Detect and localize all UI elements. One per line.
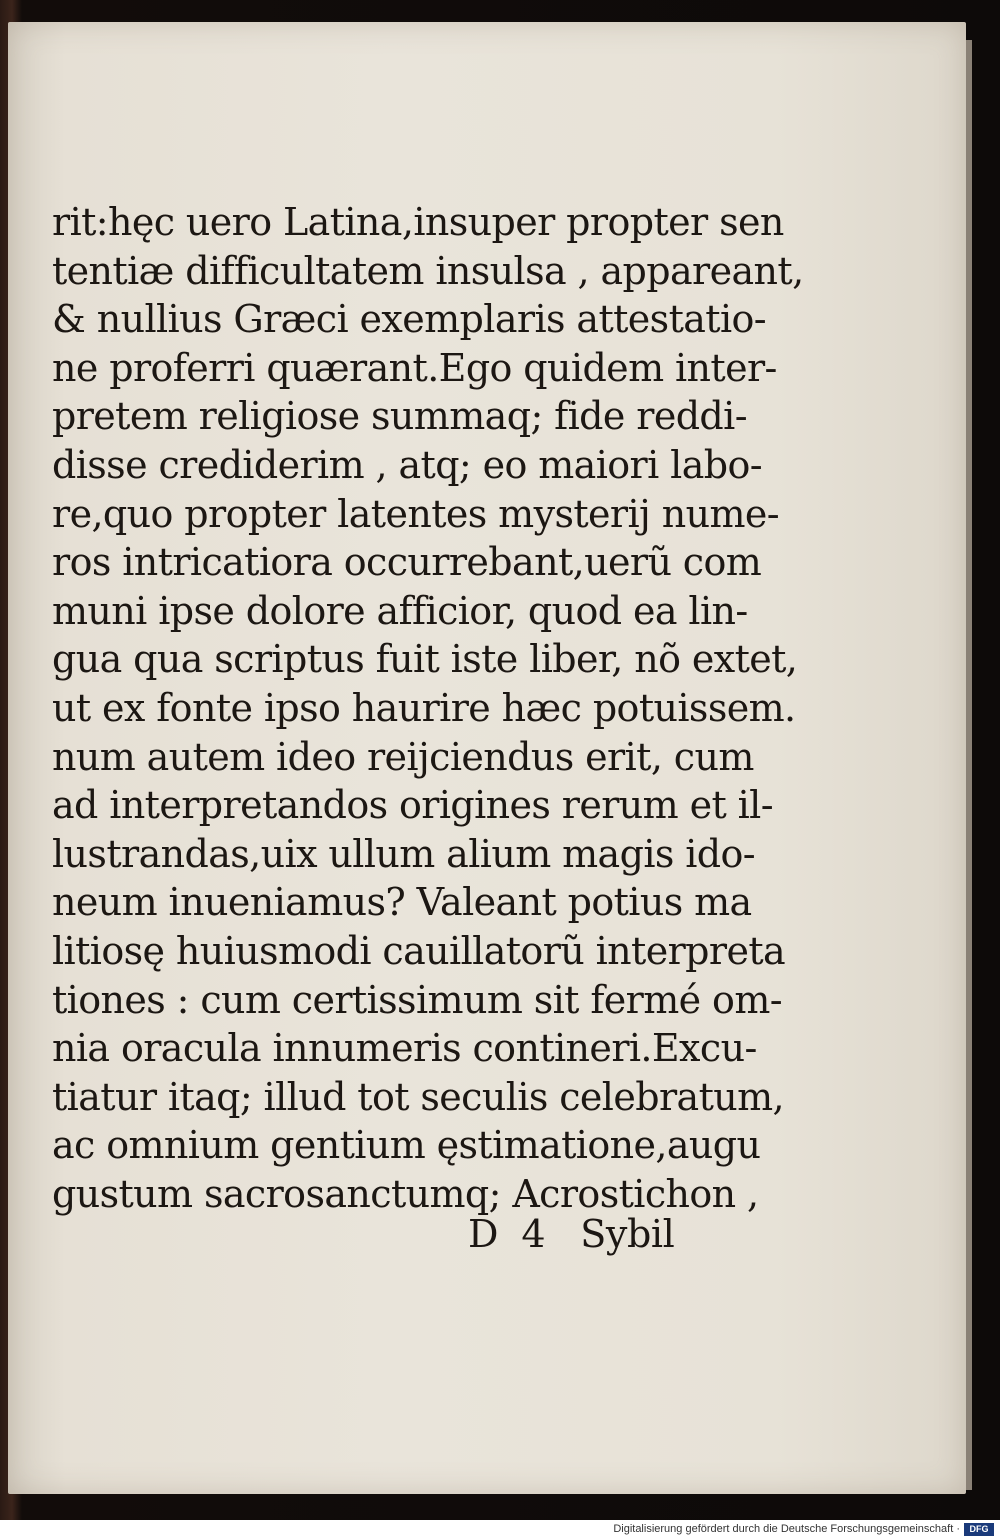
text-line: ad interpretandos origines rerum et il- [52,783,773,828]
funding-credit: Digitalisierung gefördert durch die Deutsche Forschungsgemeinschaft · [613,1523,960,1535]
text-line: tiatur itaq; illud tot seculis celebratum, [52,1074,785,1119]
text-line: neum inueniamus? Valeant potius ma [52,880,752,925]
text-line: ros intricatiora occurrebant,uerũ com [52,540,762,585]
text-line: & nullius Græci exemplaris attestatio- [52,297,767,342]
text-line: nia oracula innumeris contineri.Excu- [52,1026,757,1071]
signature-catchword: D 4 Sybil [468,1212,675,1256]
text-line: num autem ideo reijciendus erit, cum [52,734,754,779]
text-line: ac omnium gentium ęstimatione,augu [52,1123,761,1168]
text-line: pretem religiose summaq; fide reddi- [52,394,747,439]
text-line: re,quo propter latentes mysterij nume- [52,491,780,536]
text-line: litiosę huiusmodi cauillatorũ interpreta [52,928,786,973]
text-line: ne proferri quærant.Ego quidem inter- [52,345,777,390]
text-line: disse crediderim , atq; eo maiori labo- [52,442,763,487]
text-line: ut ex fonte ipso haurire hæc potuissem. [52,685,796,730]
footer-bar [0,1520,1000,1539]
text-line: tiones : cum certissimum sit fermé om- [52,977,783,1022]
text-line: lustrandas,uix ullum alium magis ido- [52,831,756,876]
text-line: gua qua scriptus fuit iste liber, nõ extet, [52,637,798,682]
dfg-logo-icon: DFG [964,1523,994,1536]
book-page [8,22,966,1494]
text-line: tentiæ difficultatem insulsa , appareant, [52,248,804,293]
text-line: muni ipse dolore afficior, quod ea lin- [52,588,748,633]
page-edge [966,40,972,1490]
text-line: gustum sacrosanctumq; Acrostichon , [52,1171,759,1216]
text-line: rit:hęc uero Latina,insuper propter sen [52,200,784,244]
body-text [52,198,804,1218]
